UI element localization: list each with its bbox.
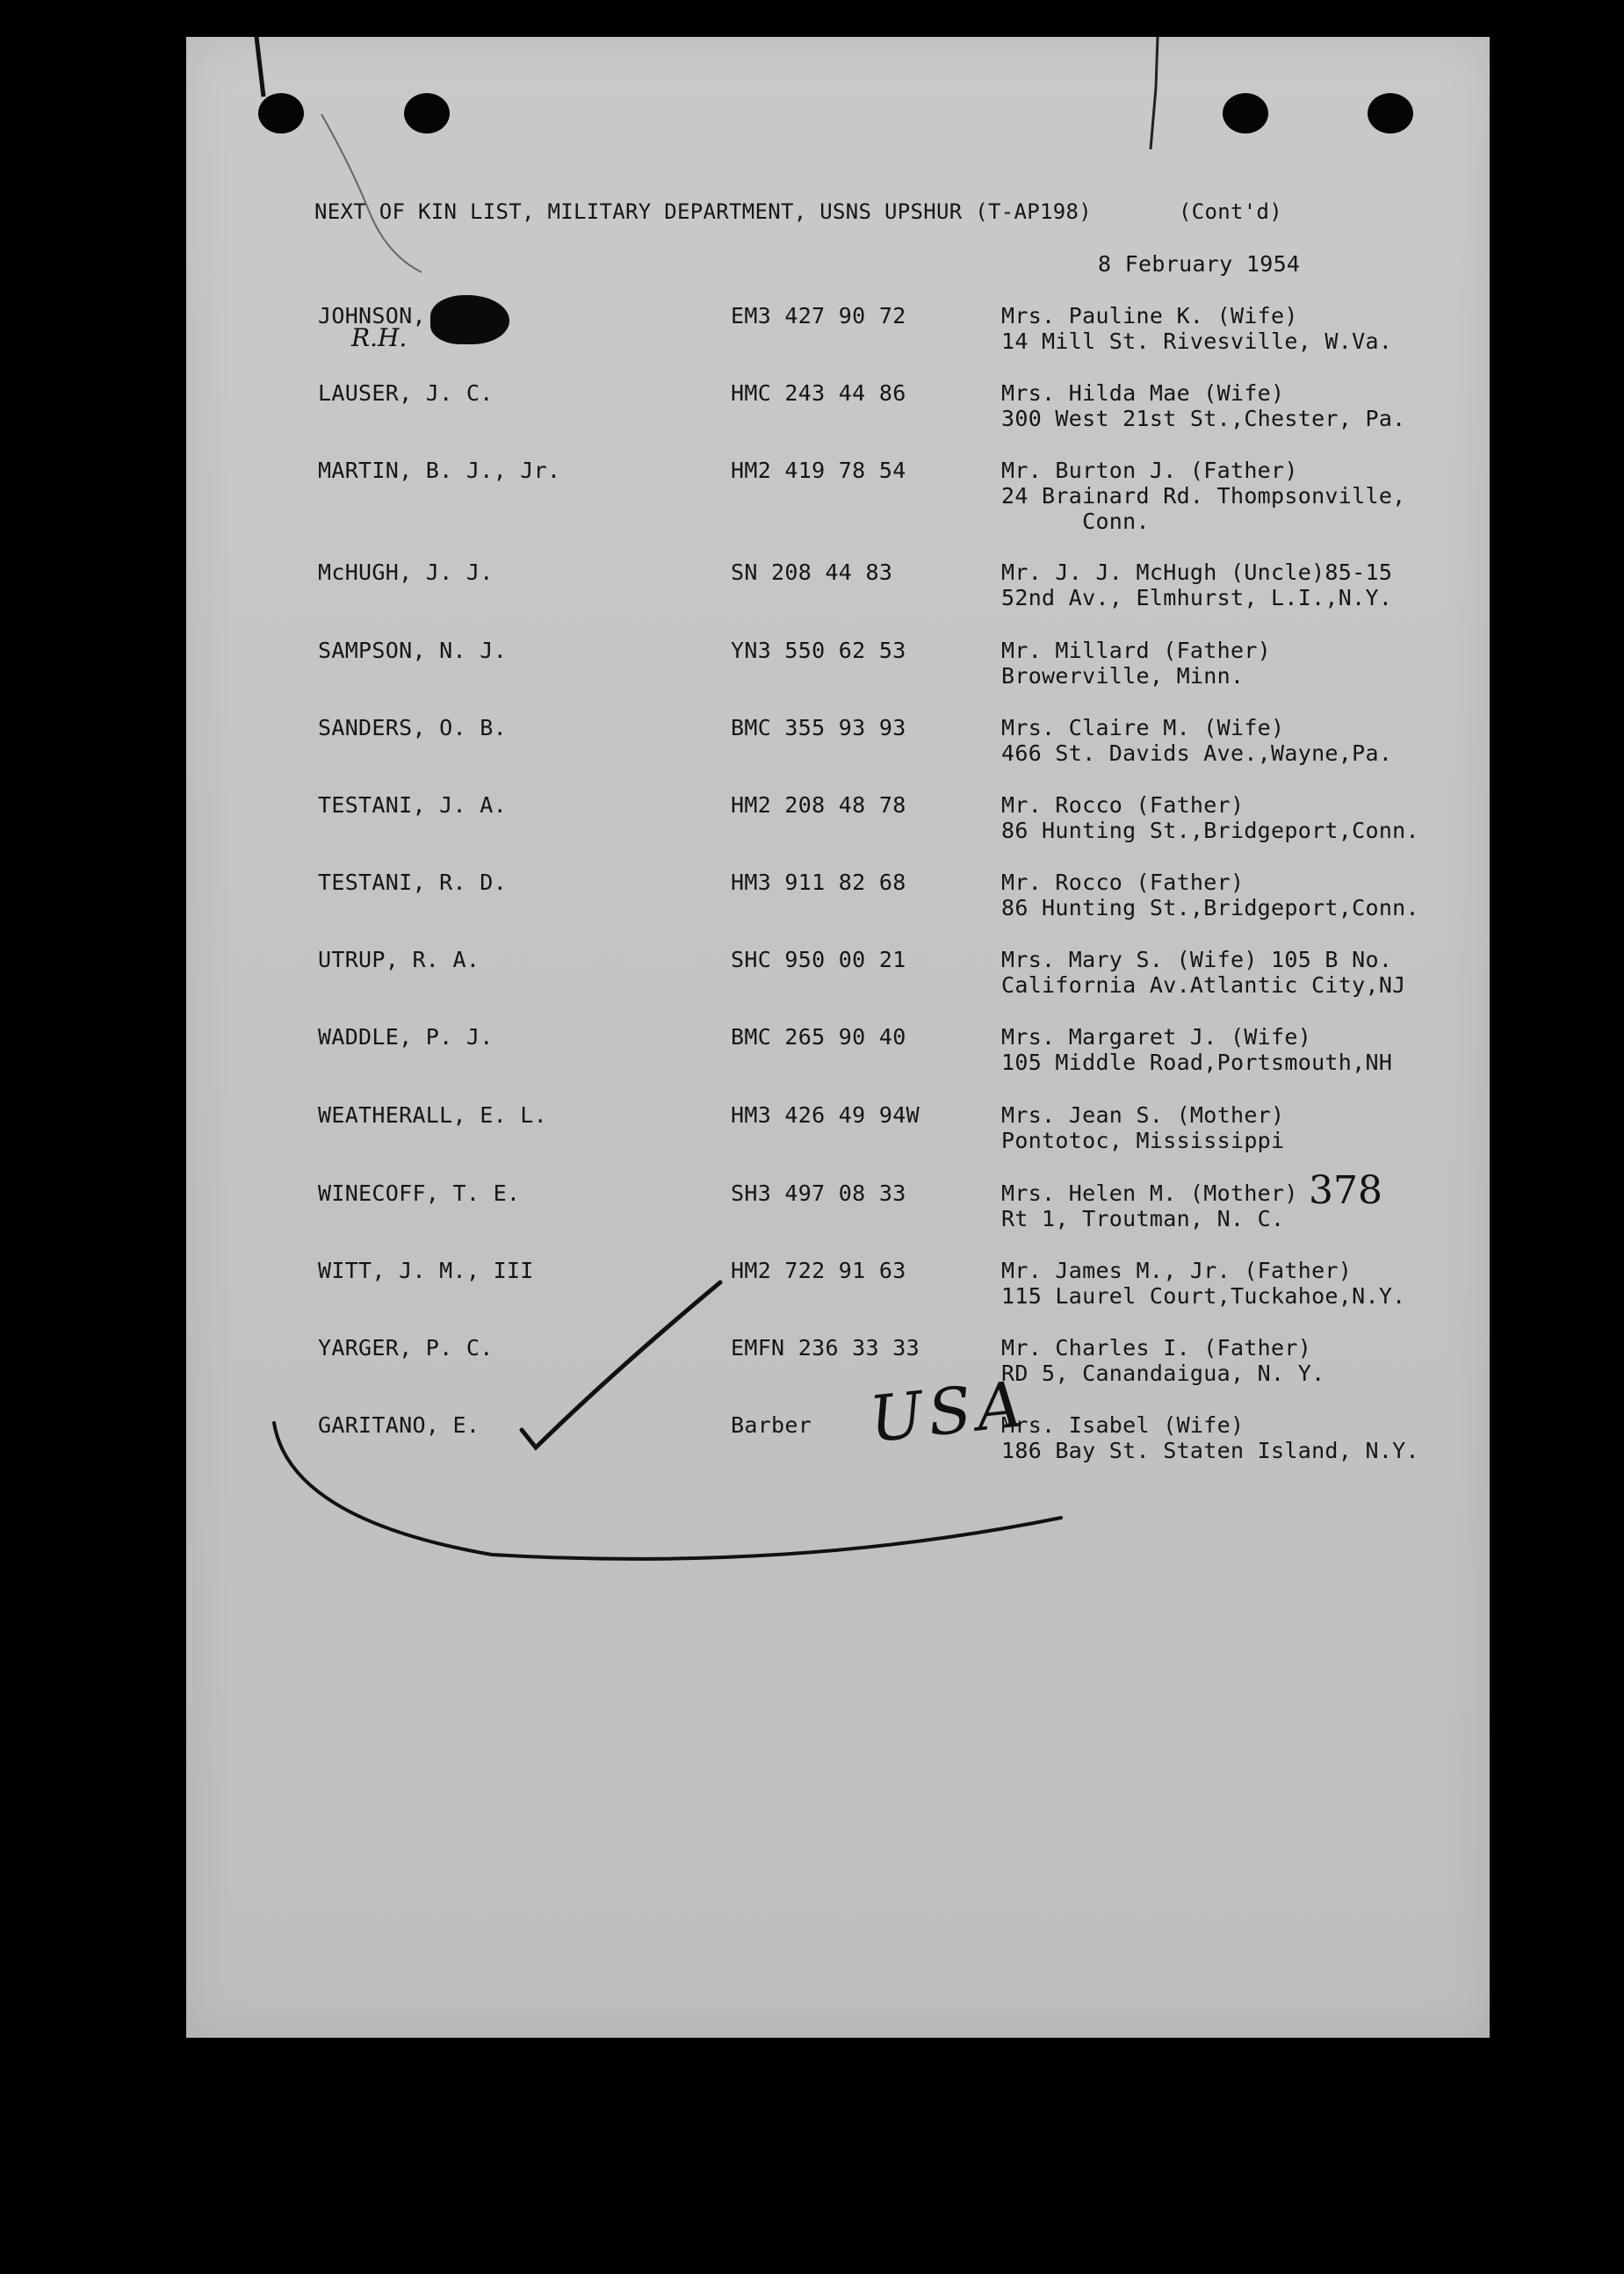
list-item-name: WITT, J. M., III — [318, 1258, 534, 1283]
list-item-name: TESTANI, J. A. — [318, 792, 507, 818]
bracket-curve — [274, 1423, 1061, 1559]
list-item-name: McHUGH, J. J. — [318, 559, 494, 585]
list-item-name: YARGER, P. C. — [318, 1335, 494, 1361]
list-item-rate: Barber — [731, 1412, 812, 1438]
list-item-address: RD 5, Canandaigua, N. Y. — [1001, 1361, 1325, 1386]
list-item-kin: Mr. Rocco (Father) — [1001, 792, 1245, 818]
handwritten-mark: USA — [866, 1366, 1031, 1457]
paper-tear-left — [256, 37, 263, 97]
list-item-address: 14 Mill St. Rivesville, W.Va. — [1001, 328, 1393, 354]
list-item-kin: Mr. Burton J. (Father) — [1001, 458, 1298, 483]
list-item-rate: EMFN 236 33 33 — [731, 1335, 920, 1361]
list-item-address: California Av.Atlantic City,NJ — [1001, 972, 1406, 998]
list-item-kin: Mr. J. J. McHugh (Uncle)85-15 — [1001, 559, 1393, 585]
list-item-rate: BMC 355 93 93 — [731, 715, 906, 740]
list-item-name: JOHNSON, — [318, 303, 426, 328]
list-item-kin: Mrs. Isabel (Wife) — [1001, 1412, 1245, 1438]
list-item-name: TESTANI, R. D. — [318, 870, 507, 895]
list-item-name: LAUSER, J. C. — [318, 380, 494, 406]
list-item-address: Conn. — [1001, 509, 1150, 534]
list-item-address: 300 West 21st St.,Chester, Pa. — [1001, 406, 1406, 431]
list-item-name: GARITANO, E. — [318, 1412, 480, 1438]
list-item-address: Pontotoc, Mississippi — [1001, 1128, 1285, 1153]
list-item-kin: Mrs. Jean S. (Mother) — [1001, 1102, 1285, 1128]
list-item-rate: HMC 243 44 86 — [731, 380, 906, 406]
list-item-name: MARTIN, B. J., Jr. — [318, 458, 561, 483]
list-item-kin: Mrs. Hilda Mae (Wife) — [1001, 380, 1285, 406]
list-item-rate: BMC 265 90 40 — [731, 1024, 906, 1050]
list-item-address: 186 Bay St. Staten Island, N.Y. — [1001, 1438, 1419, 1463]
list-item-rate: HM2 722 91 63 — [731, 1258, 906, 1283]
list-item-name: SAMPSON, N. J. — [318, 638, 507, 663]
list-item-rate: EM3 427 90 72 — [731, 303, 906, 328]
list-item-kin: Mrs. Pauline K. (Wife) — [1001, 303, 1298, 328]
document-title: NEXT OF KIN LIST, MILITARY DEPARTMENT, USNS UPSHUR (T-AP198) — [314, 199, 1092, 224]
list-item-rate: SH3 497 08 33 — [731, 1180, 906, 1206]
list-item-kin: Mrs. Mary S. (Wife) 105 B No. — [1001, 947, 1393, 972]
list-item-rate: HM2 208 48 78 — [731, 792, 906, 818]
list-item-kin: Mr. Millard (Father) — [1001, 638, 1272, 663]
list-item-name: UTRUP, R. A. — [318, 947, 480, 972]
list-item-address: 115 Laurel Court,Tuckahoe,N.Y. — [1001, 1283, 1406, 1309]
list-item-name: SANDERS, O. B. — [318, 715, 507, 740]
list-item-address: 105 Middle Road,Portsmouth,NH — [1001, 1050, 1393, 1075]
continued-label: (Cont'd) — [1179, 199, 1282, 224]
list-item-address: 466 St. Davids Ave.,Wayne,Pa. — [1001, 740, 1393, 766]
list-item-address: 86 Hunting St.,Bridgeport,Conn. — [1001, 818, 1419, 843]
list-item-address: 86 Hunting St.,Bridgeport,Conn. — [1001, 895, 1419, 920]
list-item-kin: Mr. Rocco (Father) — [1001, 870, 1245, 895]
list-item-rate: YN3 550 62 53 — [731, 638, 906, 663]
list-item-kin: Mr. Charles I. (Father) — [1001, 1335, 1312, 1361]
list-item-rate: SN 208 44 83 — [731, 559, 893, 585]
document-date: 8 February 1954 — [1098, 251, 1301, 277]
list-item-name: WADDLE, P. J. — [318, 1024, 494, 1050]
list-item-address: 52nd Av., Elmhurst, L.I.,N.Y. — [1001, 585, 1393, 610]
paper-tear-right — [1151, 37, 1158, 149]
list-item-name: WEATHERALL, E. L. — [318, 1102, 547, 1128]
list-item-rate: HM3 426 49 94W — [731, 1102, 920, 1128]
check-mark — [522, 1282, 720, 1447]
list-item-address: 24 Brainard Rd. Thompsonville, — [1001, 483, 1406, 509]
list-item-rate: HM2 419 78 54 — [731, 458, 906, 483]
list-item-rate: HM3 911 82 68 — [731, 870, 906, 895]
handwritten-initials: R.H. — [351, 323, 408, 352]
list-item-address: Browerville, Minn. — [1001, 663, 1245, 689]
list-item-kin: Mr. James M., Jr. (Father) — [1001, 1258, 1353, 1283]
paper-crease — [321, 114, 422, 272]
list-item-rate: SHC 950 00 21 — [731, 947, 906, 972]
list-item-kin: Mrs. Claire M. (Wife) — [1001, 715, 1285, 740]
handwritten-number: 378 — [1309, 1168, 1382, 1213]
list-item-address: Rt 1, Troutman, N. C. — [1001, 1206, 1285, 1231]
list-item-kin: Mrs. Helen M. (Mother) — [1001, 1180, 1298, 1206]
list-item-kin: Mrs. Margaret J. (Wife) — [1001, 1024, 1312, 1050]
list-item-name: WINECOFF, T. E. — [318, 1180, 521, 1206]
